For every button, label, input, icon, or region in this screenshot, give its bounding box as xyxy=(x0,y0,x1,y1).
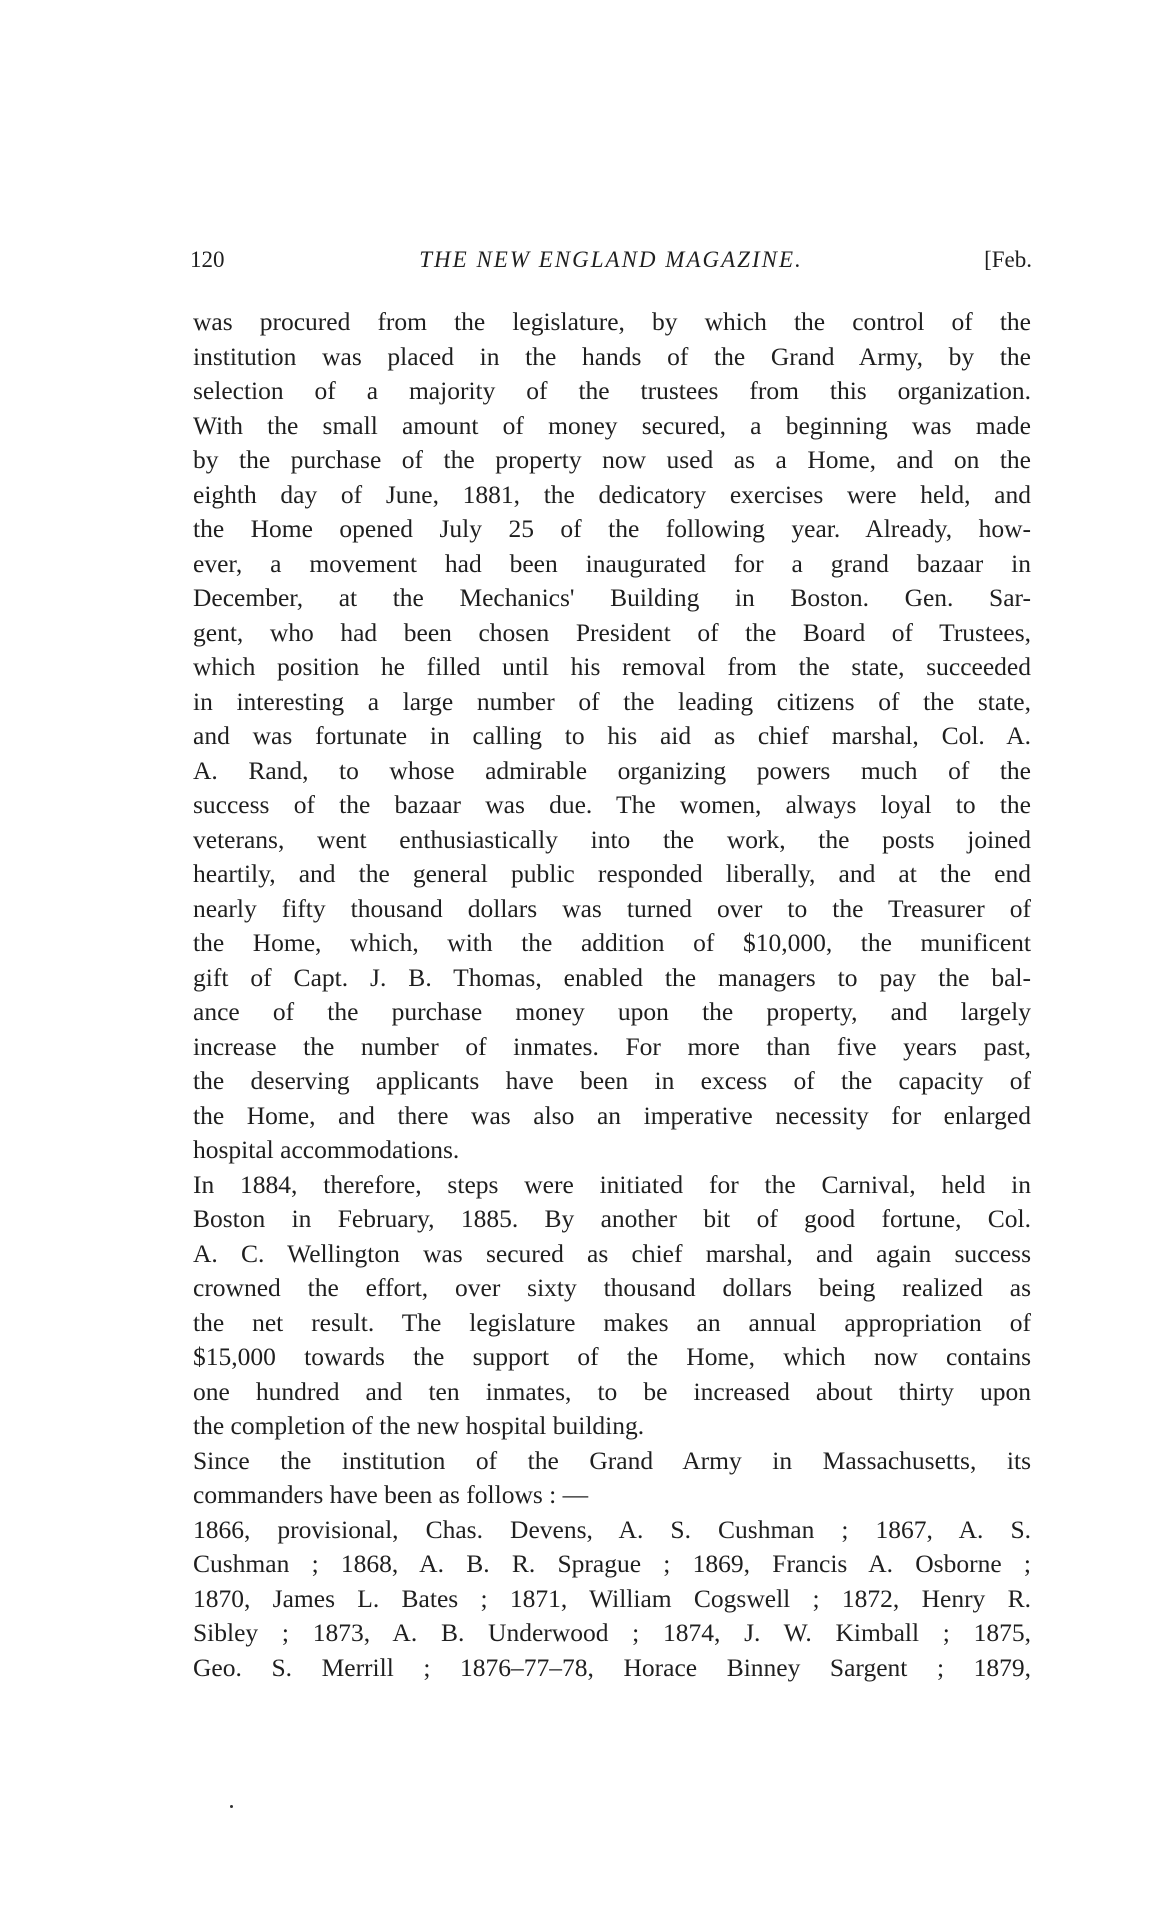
text-line: ance of the purchase money upon the property, and largely xyxy=(193,997,1031,1026)
text-line: eighth day of June, 1881, the dedicatory exercises were held, and xyxy=(193,479,1031,509)
text-line: institution was placed in the hands of the Grand Army, by the xyxy=(193,341,1031,371)
text-line: by the purchase of the property now used as a Home, and on the xyxy=(193,445,1031,474)
text-line: Sibley ; 1873, A. B. Underwood ; 1874, J. W. Kimball ; 1875, xyxy=(193,1618,1031,1647)
text-line: which position he filled until his removal from the state, succeeded xyxy=(193,652,1031,681)
text-line: increase the number of inmates. For more than five years past, xyxy=(193,1031,1031,1061)
text-line: selection of a majority of the trustees from this organization. xyxy=(193,376,1031,405)
text-line: December, at the Mechanics' Building in Boston. Gen. Sar- xyxy=(193,583,1031,612)
text-line: heartily, and the general public responded liberally, and at the end xyxy=(193,859,1031,888)
text-line: Since the institution of the Grand Army in Massachusetts, its xyxy=(193,1445,1031,1475)
text-line: $15,000 towards the support of the Home, which now contains xyxy=(193,1342,1031,1371)
text-line: in interesting a large number of the leading citizens of the state, xyxy=(193,686,1031,716)
text-line: With the small amount of money secured, a beginning was made xyxy=(193,410,1031,440)
text-line: one hundred and ten inmates, to be increased about thirty upon xyxy=(193,1376,1031,1406)
text-line: was procured from the legislature, by which the control of the xyxy=(193,307,1031,336)
text-line: 1866, provisional, Chas. Devens, A. S. Cushman ; 1867, A. S. xyxy=(193,1514,1031,1544)
paragraph xyxy=(193,1444,1031,1513)
text-line: In 1884, therefore, steps were initiated for the Carnival, held in xyxy=(193,1169,1031,1199)
text-line: Boston in February, 1885. By another bit of good fortune, Col. xyxy=(193,1204,1031,1233)
paragraph xyxy=(193,1513,1031,1686)
text-line: the Home, and there was also an imperative necessity for enlarged xyxy=(193,1100,1031,1130)
text-line: the Home opened July 25 of the following year. Already, how- xyxy=(193,514,1031,543)
text-line: the Home, which, with the addition of $10,000, the munificent xyxy=(193,928,1031,957)
text-line: ever, a movement had been inaugurated for a grand bazaar in xyxy=(193,548,1031,578)
text-line: crowned the effort, over sixty thousand dollars being realized as xyxy=(193,1273,1031,1302)
text-line: hospital accommodations. xyxy=(193,1135,460,1164)
article-body xyxy=(193,305,1031,1685)
text-line: the deserving applicants have been in excess of the capacity of xyxy=(193,1066,1031,1095)
text-line: success of the bazaar was due. The women, always loyal to the xyxy=(193,790,1031,819)
text-line: gift of Capt. J. B. Thomas, enabled the managers to pay the bal- xyxy=(193,962,1031,992)
text-line: the net result. The legislature makes an annual appropriation of xyxy=(193,1307,1031,1337)
running-title: THE NEW ENGLAND MAGAZINE. xyxy=(419,247,803,272)
text-line: and was fortunate in calling to his aid as chief marshal, Col. A. xyxy=(193,721,1031,750)
text-line: A. Rand, to whose admirable organizing powers much of the xyxy=(193,755,1031,785)
text-line: veterans, went enthusiastically into the work, the posts joined xyxy=(193,824,1031,854)
print-speck xyxy=(230,1805,233,1808)
paragraph xyxy=(193,305,1031,1168)
paragraph xyxy=(193,1168,1031,1444)
running-header xyxy=(190,243,1032,277)
text-line: A. C. Wellington was secured as chief marshal, and again success xyxy=(193,1238,1031,1268)
text-line: the completion of the new hospital building. xyxy=(193,1411,645,1440)
text-line: Cushman ; 1868, A. B. R. Sprague ; 1869, Francis A. Osborne ; xyxy=(193,1549,1031,1578)
text-line: commanders have been as follows : — xyxy=(193,1480,589,1509)
page-number: 120 xyxy=(190,247,225,272)
text-line: 1870, James L. Bates ; 1871, William Cogswell ; 1872, Henry R. xyxy=(193,1583,1031,1613)
text-line: nearly fifty thousand dollars was turned over to the Treasurer of xyxy=(193,893,1031,923)
running-month: [Feb. xyxy=(984,247,1032,272)
text-line: gent, who had been chosen President of the Board of Trustees, xyxy=(193,617,1031,647)
text-line: Geo. S. Merrill ; 1876–77–78, Horace Binney Sargent ; 1879, xyxy=(193,1652,1031,1682)
